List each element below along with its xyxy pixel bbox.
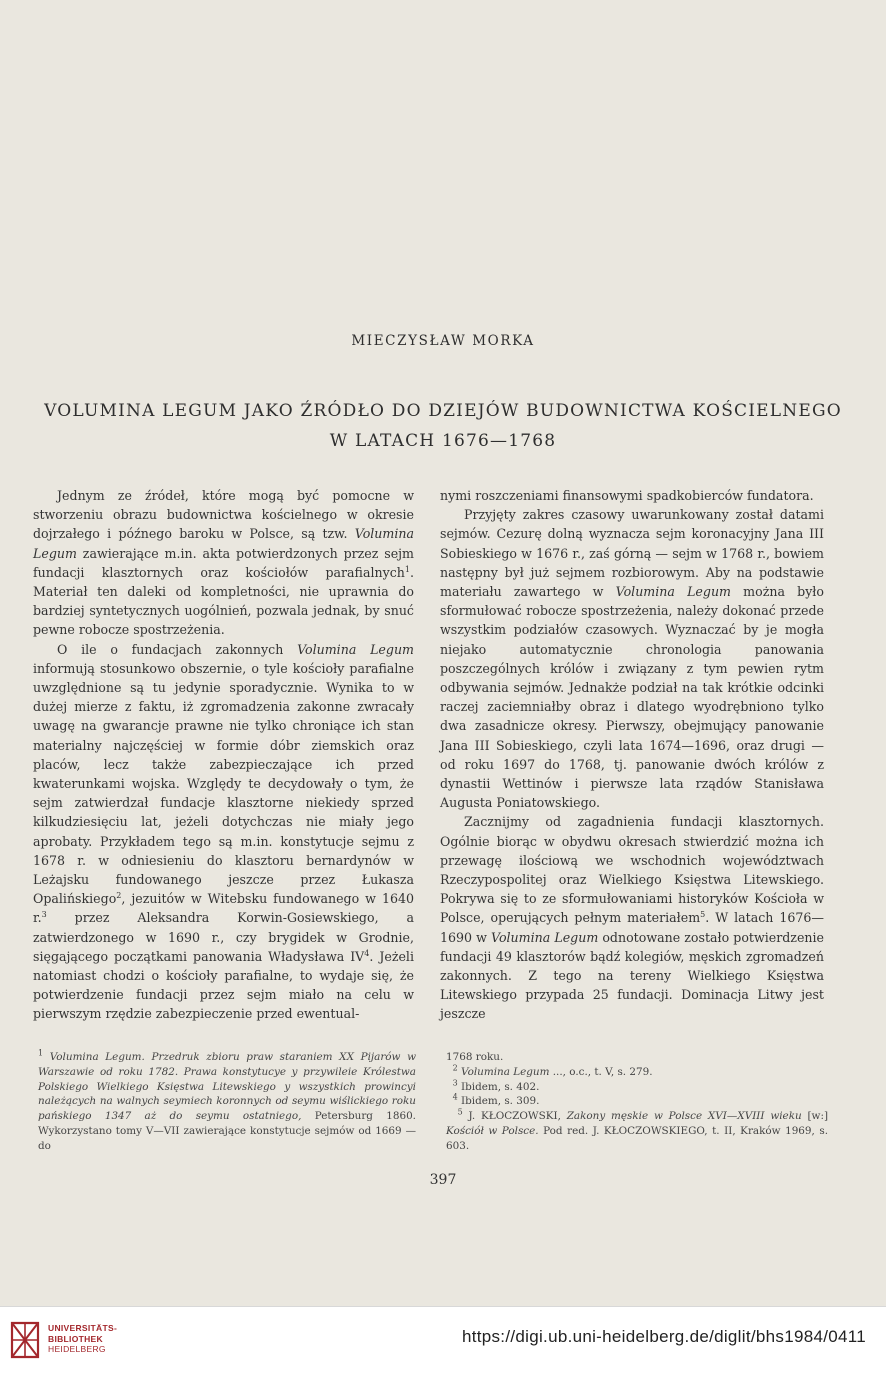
article-author: MIECZYSŁAW MORKA (351, 333, 535, 349)
paragraph: nymi roszczeniami finansowymi spadkobierców fundatora. (440, 488, 814, 503)
text-run: . W latach 1676—1690 w (440, 910, 825, 945)
italic-run: Volumina Legum (297, 641, 414, 657)
right-column (440, 486, 824, 1024)
text-run: Ibidem, s. 309. (461, 1095, 540, 1108)
footnotes-right (446, 1050, 828, 1154)
paragraph (33, 640, 414, 1024)
paragraph (33, 486, 414, 640)
text-run: Pod red. J. KŁOCZOWSKIEGO, t. II, Kraków 1969, s. 603. (446, 1124, 829, 1152)
text-run: Ibidem, s. 402. (461, 1080, 540, 1093)
footnote-number: 1 (38, 1048, 44, 1058)
text-run: Jednym ze źródeł, które mogą być pomocne w stworzeniu obrazu budownictwa kościelnego w okresie dojrzałego i późnego baroku w Polsce, są tzw. (33, 488, 414, 542)
text-run: Petersburg 1860. Wykorzystano tomy V—VII zawierające konstytucje sejmów od 1669 — do (38, 1110, 416, 1152)
footnote-ref: 3 (41, 910, 47, 920)
heidelberg-logo-icon (8, 1319, 42, 1361)
left-column (33, 486, 414, 1024)
footnote-ref: 5 (700, 910, 706, 920)
page-number: 397 (429, 1172, 457, 1188)
footnote: 1768 roku. (446, 1051, 504, 1063)
logo-text (48, 1323, 117, 1355)
italic-run: Volumina Legum (33, 526, 414, 561)
footnote-number: 3 (452, 1078, 458, 1088)
footnote-number: 5 (457, 1107, 463, 1117)
footnote-ref: 1 (404, 564, 410, 574)
text-run: Zacznijmy od zagadnienia fundacji klasztornych. Ogólnie biorąc w obydwu okresach stwierdzić można ich przewagę ilościową we wschodnich województwach Rzeczypospolitej oraz Wielkiego Księstwa Litewskiego. Pokrywa się to ze sformułowaniami historyków Kościoła w Polsce, operujących pełnym materiałem (440, 814, 824, 926)
text-run: Przyjęty zakres czasowy uwarunkowany został datami sejmów. Cezurę dolną wyznacza sejm koronacyjny Jana III Sobieskiego w 1676 r., zaś górną — sejm w 1768 r., bowiem następny był już sejmem rozbiorowym. Aby na podstawie materiału zawartego w (440, 507, 824, 600)
italic-run: Volumina Legum (491, 929, 599, 945)
text-run: J. KŁOCZOWSKI, (468, 1110, 567, 1123)
footnote (38, 1050, 416, 1154)
permalink-url[interactable]: https://digi.ub.uni-heidelberg.de/diglit/bhs1984/0411 (461, 1327, 866, 1346)
italic-run: Volumina Legum (615, 584, 731, 600)
text-run: zawierające m.in. akta potwierdzonych przez sejm fundacji klasztornych oraz kościołów parafialnych (33, 545, 414, 580)
text-run: [w:] (801, 1110, 828, 1123)
viewer-footer (0, 1306, 886, 1375)
text-run: informują stosunkowo obszernie, o tyle kościoły parafialne uwzględnione są tu jedynie sporadycznie. Wynika to w dużej mierze z faktu, iż zgromadzenia zakonne zwracały uwagę na gwarancje prawne nie tylko chroniące ich stan materialny najczęściej w formie dóbr ziemskich oraz placów, lecz także zabezpieczające ich przed kwaterunkami wojska. Względy te decydowały o tym, że sejm zatwierdzał fundacje klasztorne niekiedy sprzed kilkudziesięciu lat, jeżeli dotychczas nie miały jego aprobaty. Przykładem tego są m.in. konstytucje sejmu z 1678 r. w odniesieniu do klasztoru bernardynów w Leżajsku fundowanego jeszcze przez Łukasza Opalińskiego (33, 660, 414, 907)
text-run: przez Aleksandra Korwin-Gosiewskiego, a zatwierdzonego w 1690 r., czy brygidek w Grodnie, sięgającego początkami panowania Władysława IV (33, 910, 414, 964)
text-run: odnotowane zostało potwierdzenie fundacji 49 klasztorów bądź kolegiów, męskich zgromadzeń zakonnych. Z tego na tereny Wielkiego Księstwa Litewskiego przypada 25 fundacji. Dominacja Litwy jest jeszcze (440, 929, 824, 1022)
footnote-ref: 4 (364, 948, 370, 958)
title-line-2: W LATACH 1676—1768 (329, 431, 557, 451)
article-title (30, 396, 856, 456)
italic-run: Volumina Legum. Przedruk zbioru praw staraniem XX Pijarów w Warszawie od roku 1782. Prawa konstytucye y przywileie Królestwa Polskiego Wielkiego Księstwa Litewskiego y wszystkich prowincyi należących na walnych seymiech koronnych od seymu wiślickiego roku pańskiego 1347 aż do seymu ostatniego, (38, 1051, 416, 1123)
footnote-number: 4 (452, 1092, 458, 1102)
paragraph (440, 812, 824, 1023)
text-run: . Materiał ten daleki od kompletności, nie uprawnia do bardziej syntetycznych uogólnień, pozwala jednak, by snuć pewne robocze spostrzeżenia. (33, 564, 414, 638)
logo-line: UNIVERSITÄTS- (48, 1323, 118, 1333)
library-logo[interactable] (8, 1319, 118, 1363)
footnote-ref: 2 (116, 891, 122, 901)
logo-line: HEIDELBERG (48, 1344, 106, 1354)
italic-run: Zakony męskie w Polsce XVI—XVIII wieku (566, 1110, 802, 1123)
footnote (446, 1065, 828, 1080)
text-run: ..., o.c., t. V, s. 279. (549, 1065, 653, 1078)
footnote-number: 2 (452, 1063, 458, 1073)
footnotes-left (38, 1050, 416, 1154)
text-run: można było sformułować robocze spostrzeżenia, należy dokonać przede wszystkim podziałów czasowych. Wyznaczać by je mogła niejako automatycznie chronologia panowania poszczególnych królów i związany z tym pewien rytm odbywania sejmów. Jednakże podział na tak krótkie odcinki raczej zaciemniałby obraz i dlatego wyodrębniono tylko dwa zasadnicze okresy. Pierwszy, obejmujący panowanie Jana III Sobieskiego, czyli lata 1674—1696, oraz drugi — od roku 1697 do 1768, tj. panowanie dwóch królów z dynastii Wettinów i pierwsze lata rządów Stanisława Augusta Poniatowskiego. (440, 584, 824, 811)
logo-line: BIBLIOTHEK (48, 1333, 103, 1344)
italic-run: Kościół w Polsce. (446, 1124, 539, 1137)
paragraph (440, 505, 824, 812)
footnote (446, 1109, 828, 1153)
title-line-1: VOLUMINA LEGUM JAKO ŹRÓDŁO DO DZIEJÓW BUDOWNICTWA KOŚCIELNEGO (44, 401, 842, 421)
footnote (446, 1080, 828, 1095)
text-run: O ile o fundacjach zakonnych (57, 641, 298, 657)
text-run: . Jeżeli natomiast chodzi o kościoły parafialne, to wydaje się, że potwierdzenie fundacji przez sejm miało na celu w pierwszym rzędzie zabezpieczenie przed ewentual- (33, 948, 414, 1022)
text-run: , jezuitów w Witebsku fundowanego w 1640 r. (33, 891, 414, 926)
italic-run: Volumina Legum (461, 1065, 550, 1078)
footnote (446, 1094, 828, 1109)
